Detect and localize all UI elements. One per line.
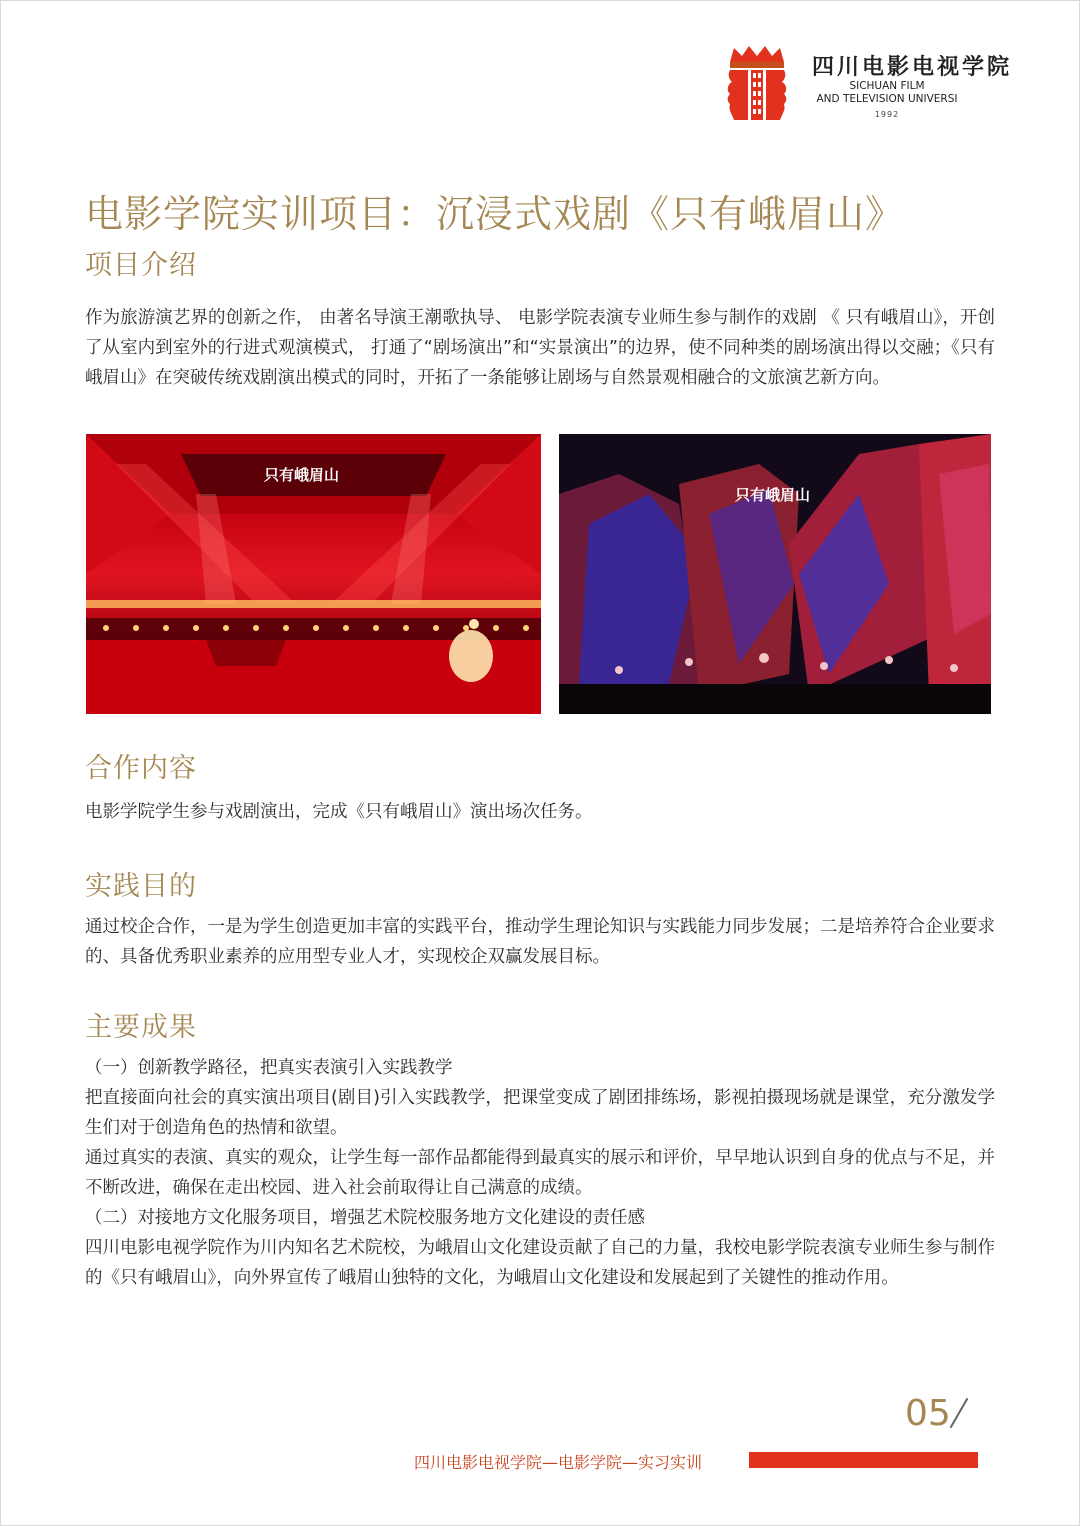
footer-text: 四川电影电视学院—电影学院—实习实训 (414, 1453, 703, 1472)
stage-photo-red-theater (86, 434, 541, 714)
photo2-caption: 只有峨眉山 (735, 486, 811, 504)
intro-paragraph: 作为旅游演艺界的创新之作， 由著名导演王潮歌执导、 电影学院表演专业师生参与制作的戏剧 《 只有峨眉山》，开创了从室内到室外的行进式观演模式， 打通了“剧场演出”和“实景演出”的边界，使不同种类的剧场演出得以交融；《只有峨眉山》在突破传统戏剧演出模式的同时，开拓了一条能够让剧场与自然景观相融合的文旅演艺新方向。 (85, 308, 995, 388)
page-number: 05 (905, 1393, 951, 1434)
logo-chinese-name: 四川电影电视学院 (812, 55, 1013, 80)
stage-photo-mountain-projection (559, 434, 991, 714)
results-item1-paragraph2: 通过真实的表演、真实的观众，让学生每一部作品都能得到最真实的展示和评价，早早地认识到自身的优点与不足，并不断改进，确保在走出校园、进入社会前取得让自己满意的成绩。 (85, 1148, 995, 1198)
section-heading-intro: 项目介绍 (85, 250, 197, 281)
logo-english-name (812, 80, 962, 106)
logo-year: 1992 (874, 110, 900, 119)
results-item2-paragraph1: 四川电影电视学院作为川内知名艺术院校，为峨眉山文化建设贡献了自己的力量，我校电影学院表演专业师生参与制作的《只有峨眉山》，向外界宣传了峨眉山独特的文化，为峨眉山文化建设和发展起到了关键性的推动作用。 (85, 1238, 995, 1288)
section-heading-purpose: 实践目的 (85, 871, 197, 902)
results-item1-paragraph1: 把直接面向社会的真实演出项目(剧目)引入实践教学，把课堂变成了剧团排练场，影视拍摄现场就是课堂，充分激发学生们对于创造角色的热情和欲望。 (85, 1088, 995, 1138)
page-title: 电影学院实训项目：沉浸式戏剧《只有峨眉山》 (85, 192, 905, 236)
purpose-paragraph: 通过校企合作，一是为学生创造更加丰富的实践平台，推动学生理论知识与实践能力同步发展；二是培养符合企业要求的、具备优秀职业素养的应用型专业人才，实现校企双赢发展目标。 (85, 917, 995, 967)
section-heading-results: 主要成果 (85, 1012, 197, 1043)
logo-english-line1: SICHUAN FILM (849, 80, 925, 92)
results-block (85, 1053, 995, 1293)
results-item1-title: （一）创新教学路径，把真实表演引入实践教学 (85, 1058, 453, 1078)
footer-accent-bar (749, 1452, 978, 1468)
logo-english-line2: AND TELEVISION UNIVERSI (816, 93, 958, 105)
university-logo (724, 44, 1013, 124)
results-item2-title: （二）对接地方文化服务项目，增强艺术院校服务地方文化建设的责任感 (85, 1208, 645, 1228)
section-heading-cooperation: 合作内容 (85, 753, 197, 784)
cooperation-paragraph: 电影学院学生参与戏剧演出，完成《只有峨眉山》演出场次任务。 (85, 802, 593, 822)
photo1-caption: 只有峨眉山 (264, 466, 340, 484)
logo-emblem (724, 44, 790, 122)
